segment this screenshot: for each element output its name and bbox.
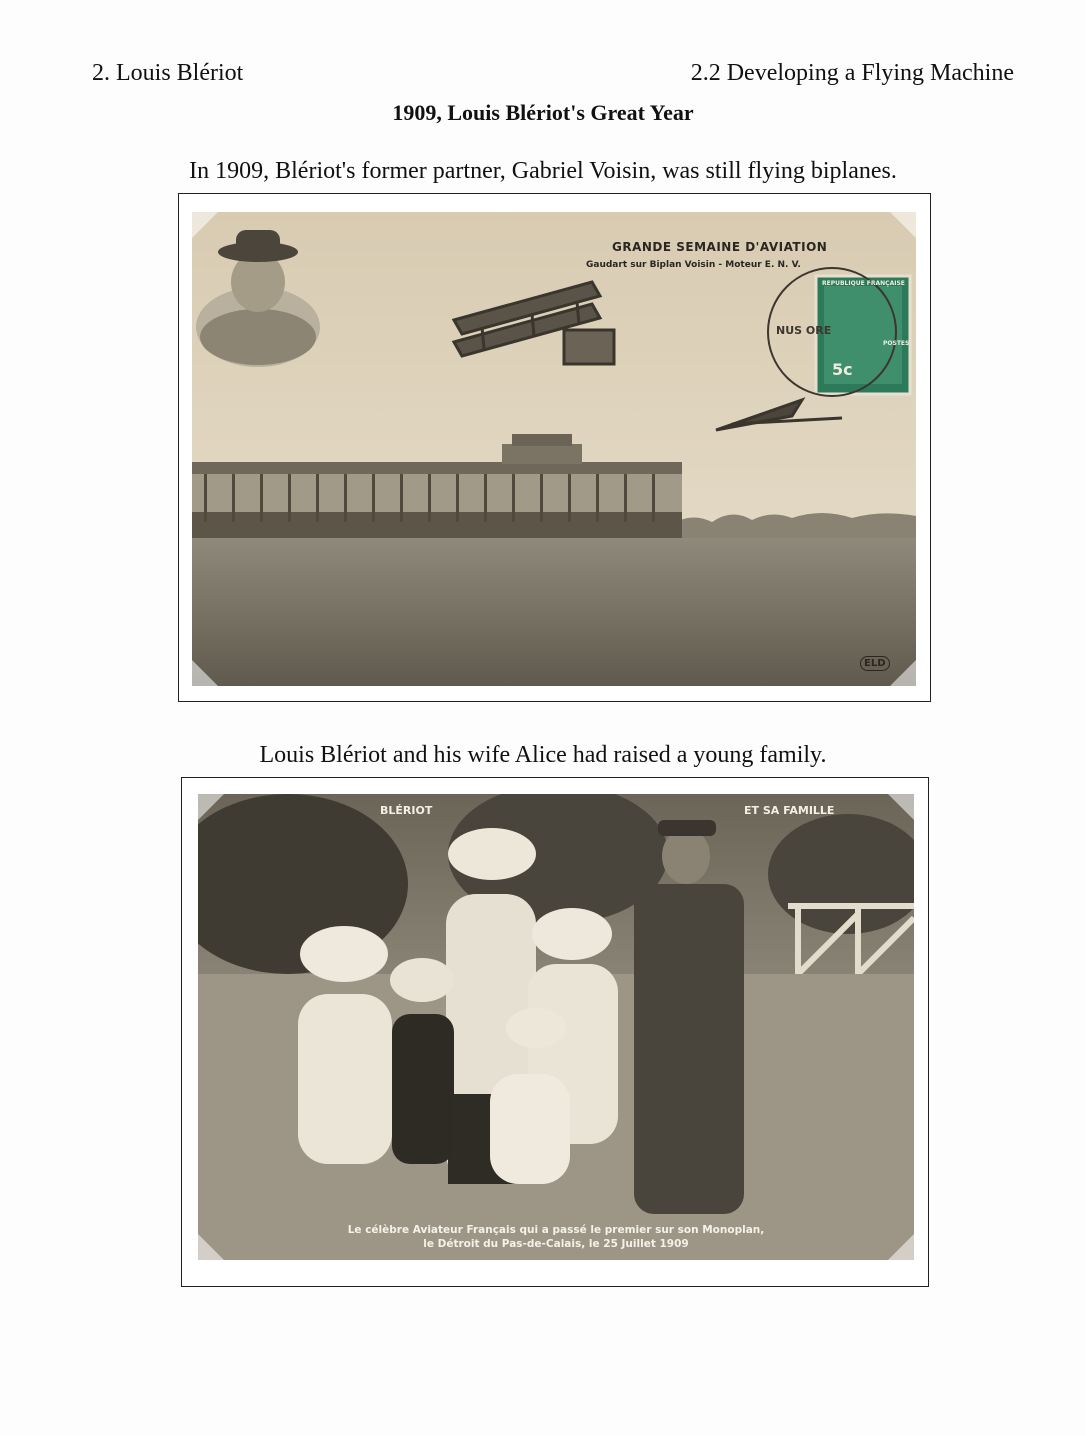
stamp-value-text: 5c xyxy=(832,360,853,379)
card-title: GRANDE SEMAINE D'AVIATION xyxy=(612,240,828,254)
postcard-aviation-week-image xyxy=(192,212,916,686)
stamp-country-text: REPUBLIQUE FRANÇAISE xyxy=(822,280,905,287)
postcard-bleriot-family xyxy=(198,794,914,1260)
publisher-mark: ELD xyxy=(860,656,890,671)
postcard-aviation-week xyxy=(192,212,916,686)
card-title-right: ET SA FAMILLE xyxy=(744,804,835,817)
card-footer-line2: le Détroit du Pas-de-Calais, le 25 Juillet 1909 xyxy=(423,1238,689,1250)
exhibit-2-caption: Louis Blériot and his wife Alice had raised a young family. xyxy=(259,742,827,768)
section-heading: 2. Louis Blériot xyxy=(92,60,244,86)
stamp-postes-text: POSTES xyxy=(883,340,910,347)
postcard-bleriot-family-image xyxy=(198,794,914,1260)
card-title-left: BLÉRIOT xyxy=(380,804,433,817)
card-subtitle: Gaudart sur Biplan Voisin - Moteur E. N. V. xyxy=(586,260,801,270)
page-title: 1909, Louis Blériot's Great Year xyxy=(392,100,694,125)
subsection-heading: 2.2 Developing a Flying Machine xyxy=(690,60,1014,86)
exhibit-1-caption: In 1909, Blériot's former partner, Gabriel Voisin, was still flying biplanes. xyxy=(189,158,897,184)
postmark-text: NUS ORE xyxy=(776,324,832,337)
card-footer-line1: Le célèbre Aviateur Français qui a passé le premier sur son Monoplan, xyxy=(347,1224,765,1236)
